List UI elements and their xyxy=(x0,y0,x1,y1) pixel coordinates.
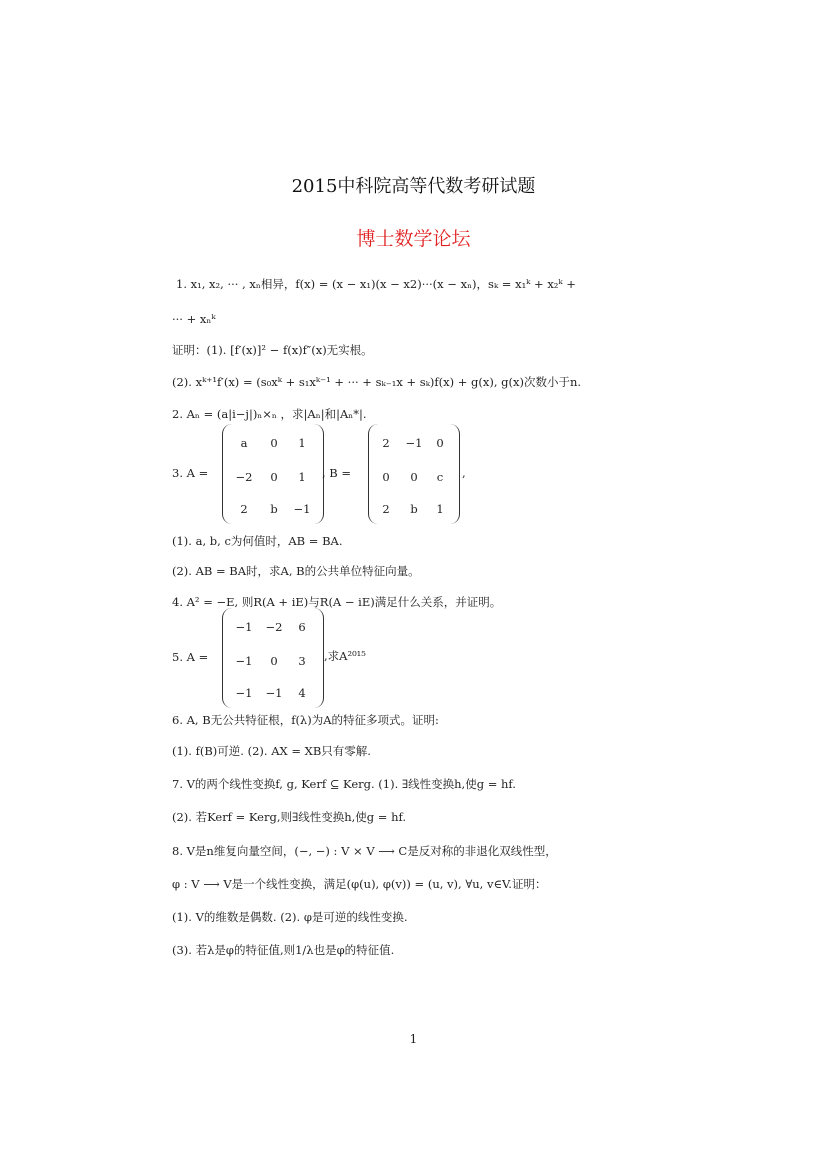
matrix-a-cell: 0 xyxy=(270,436,278,450)
q3-part1: (1). a, b, c为何值时，AB = BA. xyxy=(172,534,343,548)
matrix-a-cell: a xyxy=(240,436,248,450)
q3-label-a: 3. A = xyxy=(172,466,209,480)
q7-line: 7. V的两个线性变换f, g, Kerf ⊆ Kerg. (1). ∃线性变换h,使g = hf. xyxy=(172,777,516,791)
document-title: 2015中科院高等代数考研试题 xyxy=(291,176,536,197)
matrix-q5-cell: 4 xyxy=(298,686,306,700)
q8-line1: 8. V是n维复向量空间，(−, −) : V × V ⟶ C是反对称的非退化双线性型， xyxy=(172,844,557,858)
matrix-q5-cell: −1 xyxy=(235,686,253,700)
matrix-b-cell: b xyxy=(410,502,418,516)
matrix-q5 xyxy=(222,608,324,708)
q3-matrices xyxy=(172,424,492,528)
page-number: 1 xyxy=(409,1032,418,1046)
q8-line2: φ : V ⟶ V是一个线性变换，满足(φ(u), φ(v)) = (u, v), ∀u, v∈V.证明： xyxy=(172,877,547,891)
q5-tail: ,求A²⁰¹⁵ xyxy=(324,649,366,663)
matrix-q5-cell: −1 xyxy=(235,654,253,668)
document-subtitle: 博士数学论坛 xyxy=(356,228,471,250)
q1-proof-part1: 证明：(1). [f′(x)]² − f(x)f″(x)无实根。 xyxy=(172,343,373,357)
q6-parts: (1). f(B)可逆. (2). AX = XB只有零解. xyxy=(172,744,371,758)
matrix-q5-cell: 6 xyxy=(298,620,306,634)
matrix-b-cell: 2 xyxy=(382,436,390,450)
q4-line: 4. A² = −E, 则R(A + iE)与R(A − iE)满足什么关系，并证明。 xyxy=(172,595,502,609)
matrix-b-cell: 0 xyxy=(410,470,418,484)
matrix-a-cell: −1 xyxy=(293,502,311,516)
q5-matrix-block xyxy=(172,608,432,712)
matrix-a-cell: b xyxy=(270,502,278,516)
q3-tail: , xyxy=(462,466,466,480)
matrix-q5-cell: 3 xyxy=(298,654,306,668)
q5-label: 5. A = xyxy=(172,650,209,664)
matrix-q5-cell: 0 xyxy=(270,654,278,668)
q1-line1: 1. x₁, x₂, ··· , xₙ相异，f(x) = (x − x₁)(x − x2)···(x − xₙ)，sₖ = x₁ᵏ + x₂ᵏ + xyxy=(176,277,576,291)
matrix-a-cell: 0 xyxy=(270,470,278,484)
q3-part2: (2). AB = BA时，求A, B的公共单位特征向量。 xyxy=(172,564,420,578)
matrix-b-cell: 0 xyxy=(382,470,390,484)
q1-proof-part2: (2). xᵏ⁺¹f′(x) = (s₀xᵏ + s₁xᵏ⁻¹ + ··· + sₖ₋₁x + sₖ)f(x) + g(x), g(x)次数小于n. xyxy=(172,375,582,389)
matrix-b-cell: 0 xyxy=(436,436,444,450)
matrix-a-cell: 1 xyxy=(298,470,306,484)
matrix-b-cell: c xyxy=(436,470,444,484)
matrix-q5-cell: −1 xyxy=(265,686,283,700)
matrix-b-cell: 1 xyxy=(436,502,444,516)
q8-part3: (3). 若λ是φ的特征值,则1/λ也是φ的特征值. xyxy=(172,943,395,957)
q1-line2: ··· + xₙᵏ xyxy=(172,312,216,326)
matrix-q5-cell: −1 xyxy=(235,620,253,634)
q3-label-b: , B = xyxy=(322,466,352,480)
q2-line: 2. Aₙ = (a|i−j|)ₙ×ₙ ，求|Aₙ|和|Aₙ*|. xyxy=(172,407,367,421)
matrix-a-cell: −2 xyxy=(235,470,253,484)
matrix-a-cell: 1 xyxy=(298,436,306,450)
matrix-b-cell: −1 xyxy=(405,436,423,450)
matrix-b-cell: 2 xyxy=(382,502,390,516)
q6-line: 6. A, B无公共特征根，f(λ)为A的特征多项式。证明: xyxy=(172,713,439,727)
matrix-q5-cell: −2 xyxy=(265,620,283,634)
matrix-b xyxy=(368,424,460,524)
matrix-a-cell: 2 xyxy=(240,502,248,516)
matrix-a xyxy=(222,424,324,524)
q7-part2: (2). 若Kerf = Kerg,则∃线性变换h,使g = hf. xyxy=(172,810,407,824)
q8-part1-2: (1). V的维数是偶数. (2). φ是可逆的线性变换. xyxy=(172,910,408,924)
